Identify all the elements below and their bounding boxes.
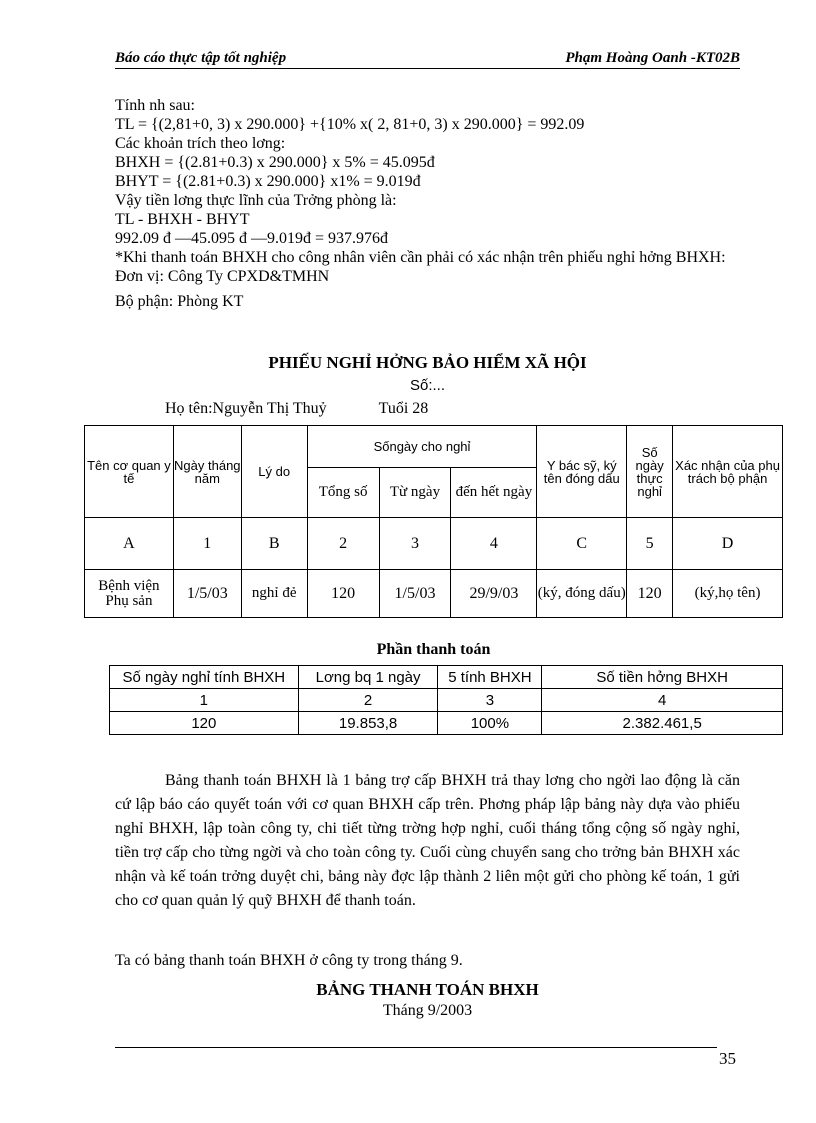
form-title: PHIẾU NGHỈ HỞNG BẢO HIỂM XÃ HỘI [268,353,587,372]
text-line: Tính nh sau: [115,97,195,114]
text-line: BHYT = {(2.81+0.3) x 290.000} x1% = 9.019đ [115,173,421,190]
code-cell: D [673,518,783,570]
section-month: Tháng 9/2003 [382,1002,473,1019]
code-cell: C [537,518,627,570]
cell-doctor: (ký, đóng dấu) [537,570,627,618]
code-cell: 2 [307,518,379,570]
code-cell: A [85,518,174,570]
header-hospital: Tên cơ quan y tế [85,426,174,518]
code-row [85,518,783,570]
text-line: 992.09 đ —45.095 đ —9.019đ = 937.976đ [115,230,389,247]
cell-confirm: (ký,họ tên) [673,570,783,618]
code-cell: 2 [298,689,438,712]
payment-header-row [110,666,783,689]
header-confirm: Xác nhận của phụ trách bộ phận [673,426,783,518]
table-row [85,570,783,618]
cell-rate: 100% [438,712,542,735]
cell-to: 29/9/03 [451,570,537,618]
form-number: Số:... [409,377,446,394]
code-cell: 1 [110,689,299,712]
code-cell: 5 [627,518,673,570]
header-to: đến hết ngày [451,468,537,518]
page-number: 35 [719,1049,736,1068]
header-report-title: Báo cáo thực tập tốt nghiệp [115,50,287,66]
header-author: Phạm Hoàng Oanh -KT02B [565,50,740,66]
note-line: *Khi thanh toán BHXH cho công nhân viên cần phải có xác nhận trên phiếu nghỉ hởng BHXH: [115,249,726,266]
table-row [110,712,783,735]
payment-header: Số ngày nghỉ tính BHXH [110,666,299,689]
header-days-group: Sốngày cho nghỉ [307,426,537,468]
cell-hospital: Bệnh viện Phụ sản [85,570,174,618]
text-line: Vậy tiền lơng thực lĩnh của Trởng phòng là: [115,192,397,209]
text-line: TL - BHXH - BHYT [115,211,250,228]
payment-header: Số tiền hởng BHXH [542,666,783,689]
header-from: Từ ngày [379,468,451,518]
code-cell: 3 [438,689,542,712]
payment-table [109,665,783,735]
payment-code-row [110,689,783,712]
cell-date: 1/5/03 [173,570,241,618]
cell-total: 120 [307,570,379,618]
person-name: Họ tên:Nguyễn Thị Thuỷ [165,400,327,417]
cell-daily-wage: 19.853,8 [298,712,438,735]
code-cell: B [241,518,307,570]
code-cell: 4 [451,518,537,570]
leave-table [84,425,783,618]
dept-line: Bộ phận: Phòng KT [115,293,244,310]
header-actual-days: Số ngày thực nghỉ [627,426,673,518]
payment-header: 5 tính BHXH [438,666,542,689]
header-total: Tổng số [307,468,379,518]
text-line: TL = {(2,81+0, 3) x 290.000} +{10% x( 2, 81+0, 3) x 290.000} = 992.09 [115,116,585,133]
code-cell: 4 [542,689,783,712]
header-doctor: Y bác sỹ, ký tên đóng dấu [537,426,627,518]
unit-line: Đơn vị: Công Ty CPXD&TMHN [115,268,330,285]
header-date: Ngày tháng năm [173,426,241,518]
cell-amount: 2.382.461,5 [542,712,783,735]
cell-reason: nghỉ đẻ [241,570,307,618]
section-title: BẢNG THANH TOÁN BHXH [316,980,539,999]
page-header [115,48,740,69]
code-cell: 3 [379,518,451,570]
footer-divider [115,1047,717,1048]
body-paragraph: Bảng thanh toán BHXH là 1 bảng trợ cấp BHXH trả thay lơng cho ngời lao động là căn cứ lập báo cáo quyết toán với cơ quan BHXH cấp trên. Phơng pháp lập bảng này dựa vào phiếu nghỉ BHXH, lập toàn công ty, chi tiết từng trờng hợp nghỉ, cuối tháng tổng cộng số ngày nghỉ, tiền trợ cấp cho từng ngời và cho toàn công ty. Cuối cùng chuyển sang cho trởng bản BHXH xác nhận và kế toán trởng duyệt chi, bảng này đợc lập thành 2 liên một gửi cho phòng kế toán, 1 gửi cho cơ quan quản lý quỹ BHXH để thanh toán. [115,772,740,909]
header-reason: Lý do [241,426,307,518]
cell-actual: 120 [627,570,673,618]
calculation-section [115,96,755,311]
person-info [165,400,428,418]
payment-title: Phần thanh toán [376,641,491,658]
body-paragraph-last: Ta có bảng thanh toán BHXH ở công ty trong tháng 9. [115,952,463,969]
person-age: Tuổi 28 [378,400,429,417]
text-line: Các khoản trích theo lơng: [115,135,286,152]
cell-days: 120 [110,712,299,735]
text-line: BHXH = {(2.81+0.3) x 290.000} x 5% = 45.095đ [115,154,435,171]
payment-header: Lơng bq 1 ngày [298,666,438,689]
code-cell: 1 [173,518,241,570]
cell-from: 1/5/03 [379,570,451,618]
